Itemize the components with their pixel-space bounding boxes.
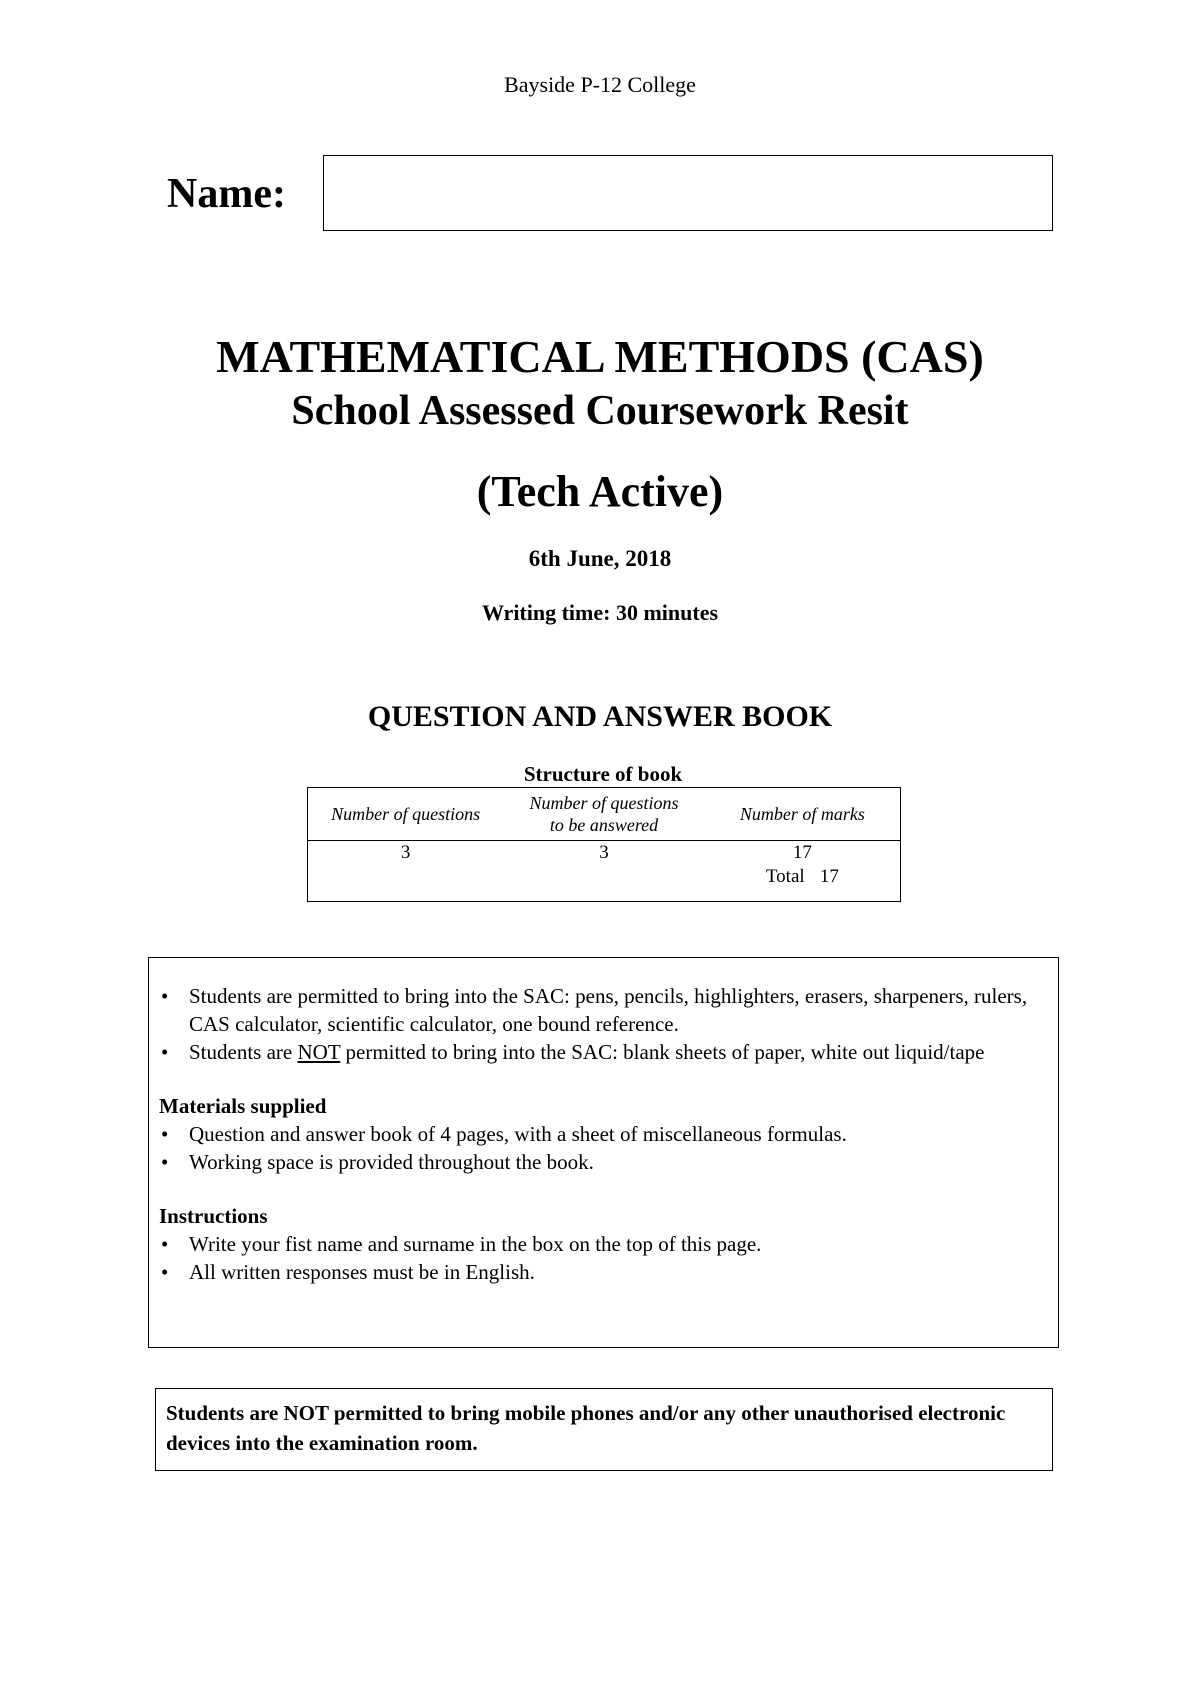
name-input-box[interactable] xyxy=(323,155,1053,231)
materials-list xyxy=(159,1120,1048,1176)
column-header-marks: Number of marks xyxy=(705,788,901,841)
assessment-mode: (Tech Active) xyxy=(476,467,724,516)
school-name: Bayside P-12 College xyxy=(504,72,696,97)
structure-title: Structure of book xyxy=(523,762,683,786)
table-row xyxy=(308,841,901,866)
cell-questions: 3 xyxy=(400,842,411,863)
list-item: • Working space is provided throughout the book. xyxy=(159,1148,1048,1176)
list-item: • Students are permitted to bring into the SAC: pens, pencils, highlighters, erasers, sharpeners, rulers, CAS calculator, scientific calculator, one bound reference. xyxy=(159,982,1048,1038)
column-header-questions: Number of questions xyxy=(308,788,504,841)
column-header-answered xyxy=(503,788,705,841)
cell-marks: 17 xyxy=(792,842,812,863)
instructions-list xyxy=(159,1230,1048,1286)
column-header-answered-line2: to be answered xyxy=(549,815,659,835)
cell-answered: 3 xyxy=(599,842,609,863)
instructions-heading: Instructions xyxy=(159,1204,268,1228)
list-item: • Students are NOT permitted to bring into the SAC: blank sheets of paper, white out liquid/tape xyxy=(159,1038,1048,1066)
list-item: • Question and answer book of 4 pages, with a sheet of miscellaneous formulas. xyxy=(159,1120,1048,1148)
structure-table xyxy=(307,787,901,902)
writing-time: Writing time: 30 minutes xyxy=(481,600,719,625)
subject-title: MATHEMATICAL METHODS (CAS) xyxy=(216,331,984,382)
column-header-answered-line1: Number of questions xyxy=(529,793,679,813)
rules-list xyxy=(159,982,1048,1066)
table-row-total xyxy=(308,865,901,902)
list-item: • All written responses must be in English. xyxy=(159,1258,1048,1286)
total-value: 17 xyxy=(819,866,839,887)
name-label: Name: xyxy=(167,171,286,217)
warning-box: Students are NOT permitted to bring mobile phones and/or any other unauthorised electronic devices into the examination room. xyxy=(155,1388,1053,1471)
exam-date: 6th June, 2018 xyxy=(528,546,672,571)
assessment-title: School Assessed Coursework Resit xyxy=(291,388,909,434)
materials-heading: Materials supplied xyxy=(159,1094,327,1118)
not-emphasis: NOT xyxy=(297,1040,341,1064)
book-heading: QUESTION AND ANSWER BOOK xyxy=(367,700,833,733)
list-item: • Write your fist name and surname in the box on the top of this page. xyxy=(159,1230,1048,1258)
total-label: Total xyxy=(765,866,805,887)
rules-box xyxy=(148,957,1059,1348)
